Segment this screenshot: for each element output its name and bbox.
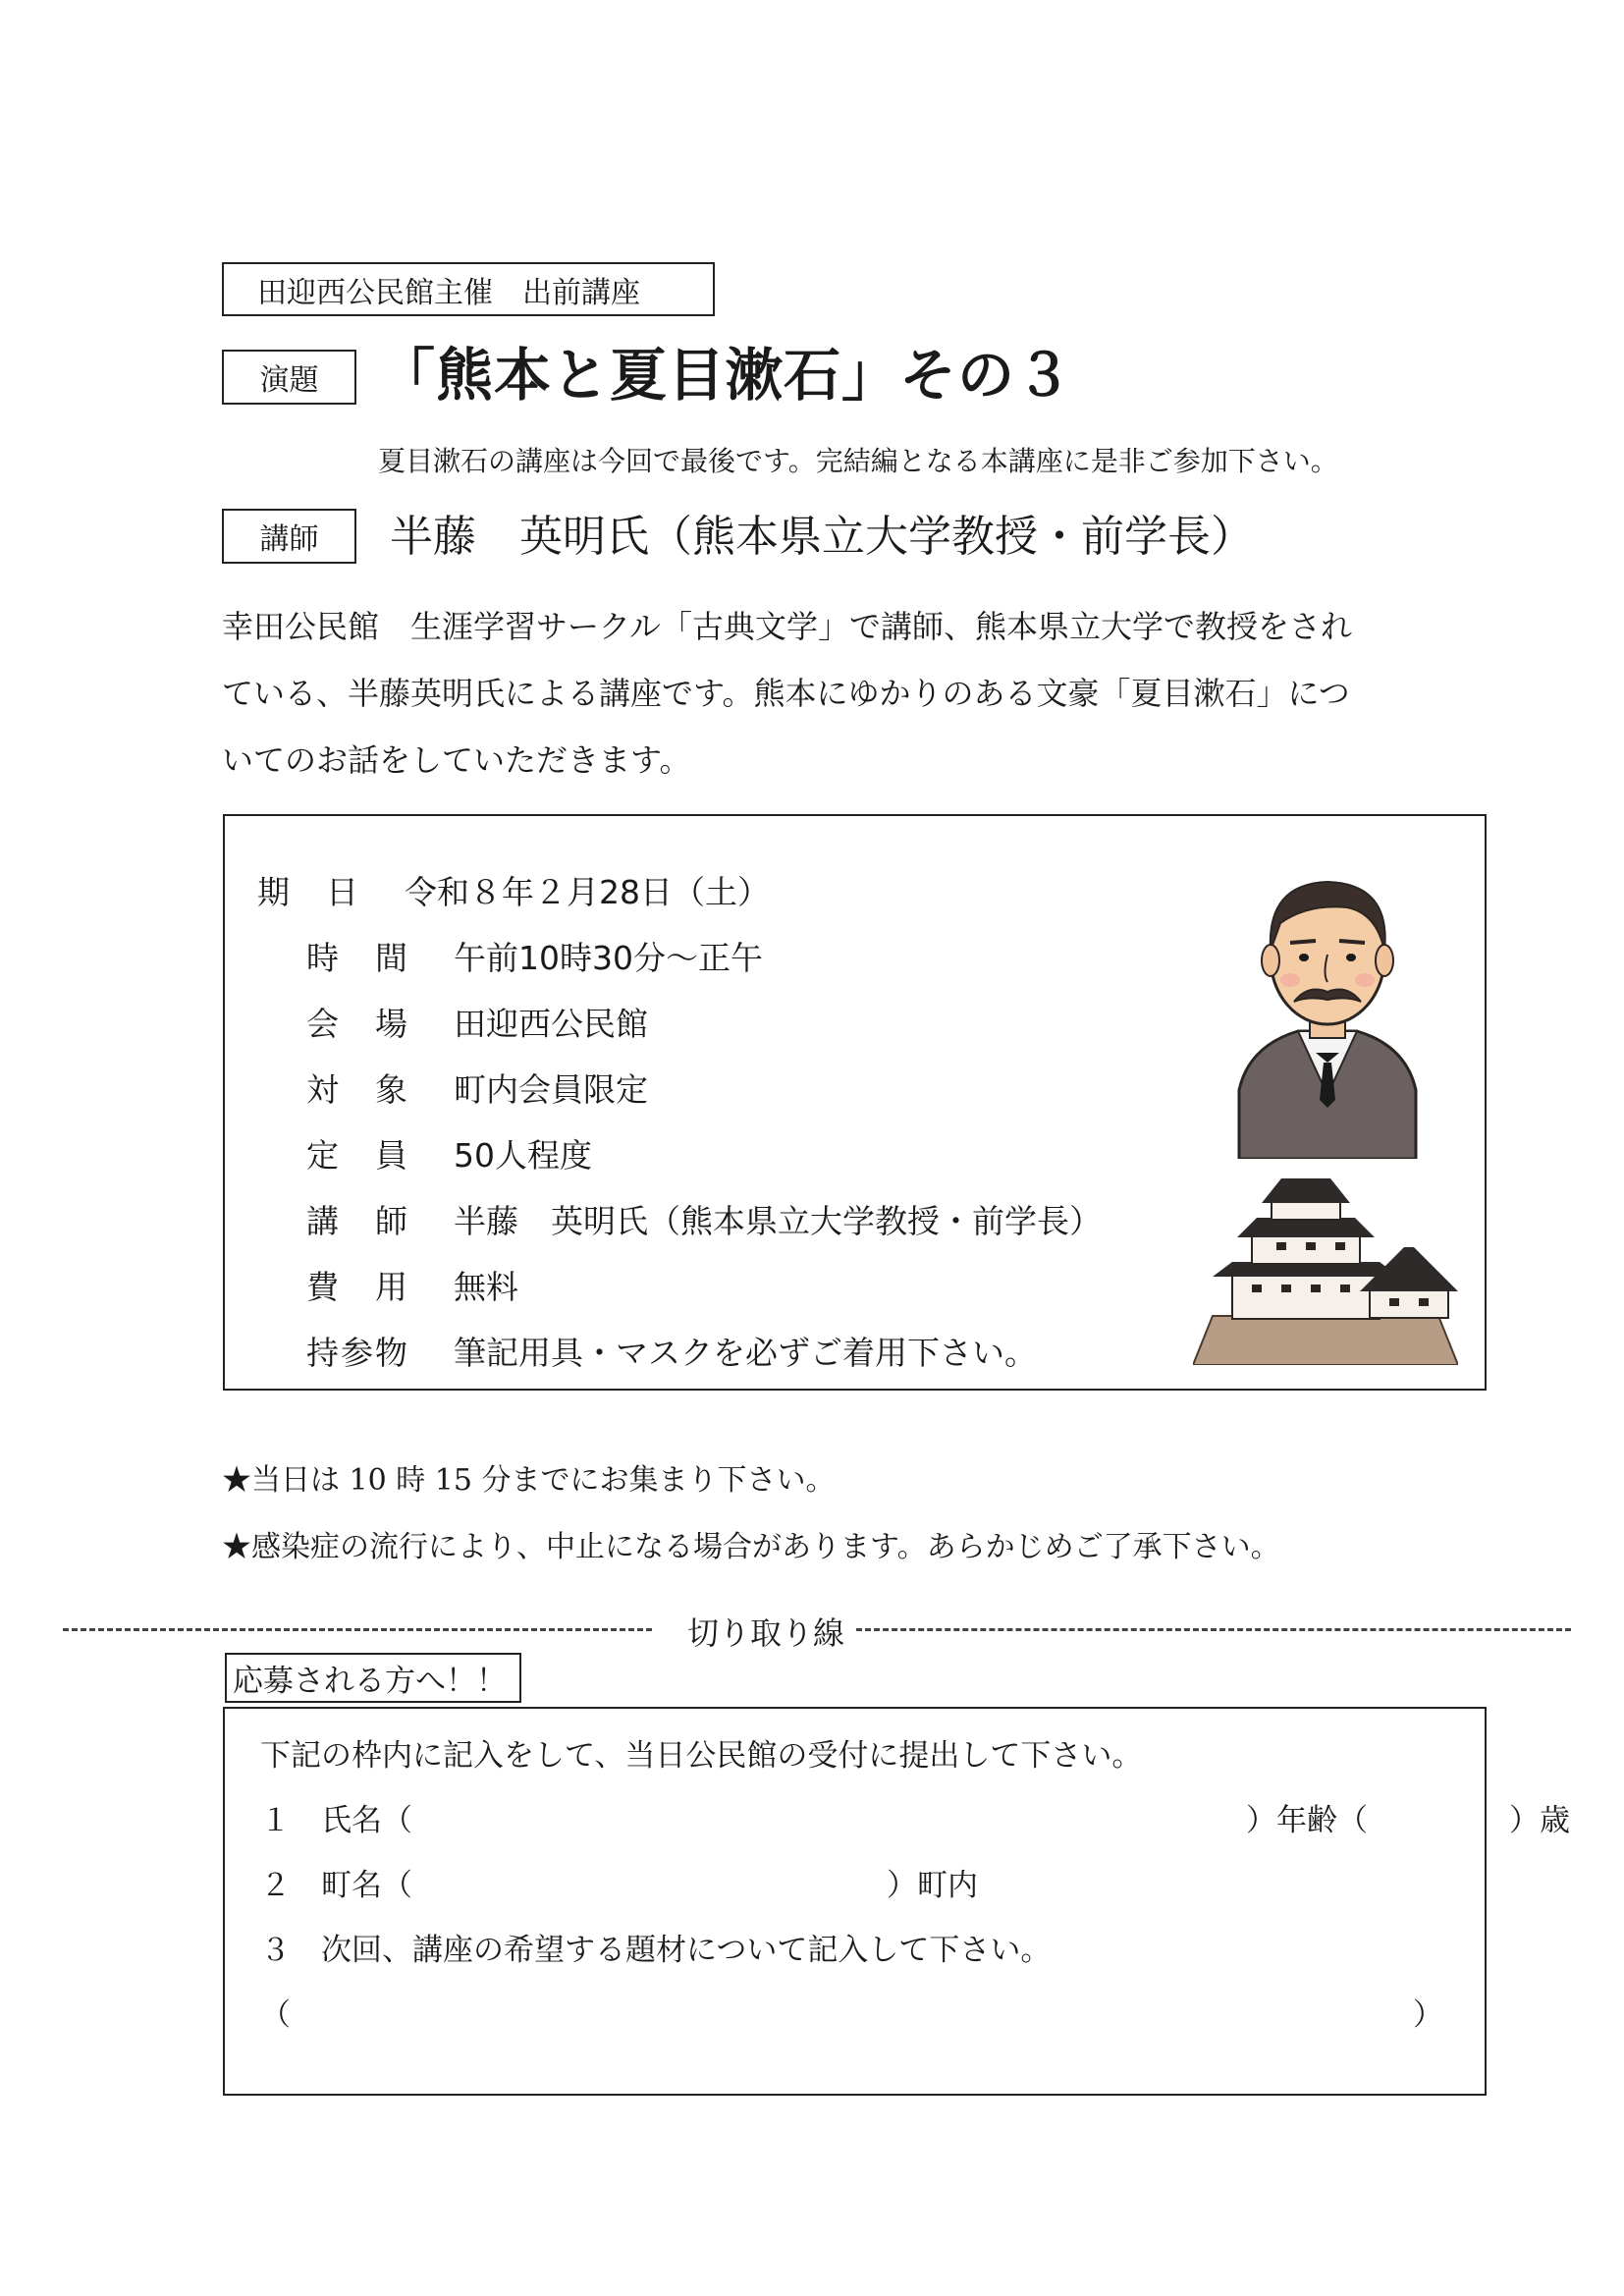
topic-paren-open: （ [260, 1997, 291, 2033]
cut-line-left [63, 1628, 652, 1631]
detail-key: 対 象 [306, 1070, 409, 1109]
age-field[interactable] [1383, 1801, 1501, 1832]
soseki-portrait-illustration [1229, 845, 1426, 1159]
title-label: 演題 [222, 350, 356, 405]
intro-text: 夏目漱石の講座は今回で最後です。完結編となる本講座に是非ご参加下さい。 [378, 445, 1338, 477]
note-cancellation: ★感染症の流行により、中止になる場合があります。あらかじめご了承下さい。 [222, 1530, 1280, 1564]
detail-value: 無料 [454, 1268, 518, 1306]
detail-value: 町内会員限定 [454, 1070, 648, 1109]
topic-field[interactable] [303, 1995, 1383, 2027]
detail-row-fee [306, 1262, 518, 1308]
description-line: ている、半藤英明氏による講座です。熊本にゆかりのある文豪「夏目漱石」につ [222, 675, 1350, 712]
detail-key: 時 間 [306, 939, 409, 977]
lecturer-label: 講師 [222, 509, 356, 564]
form-age-label: ）年齢（ [1246, 1803, 1368, 1838]
form-age-end: ）歳 [1509, 1803, 1570, 1838]
detail-value: 午前10時30分～正午 [454, 939, 763, 977]
description-line: 幸田公民館 生涯学習サークル「古典文学」で講師、熊本県立大学で教授をされ [222, 608, 1353, 645]
form-instruction: 下記の枠内に記入をして、当日公民館の受付に提出して下さい。 [260, 1738, 1143, 1774]
town-field[interactable] [618, 1866, 883, 1897]
application-form [223, 1707, 1570, 2096]
name-field[interactable] [618, 1801, 1246, 1832]
form-town-label: ２ 町名（ [260, 1868, 412, 1903]
detail-row-capacity [306, 1130, 592, 1176]
detail-value: 半藤 英明氏（熊本県立大学教授・前学長） [454, 1202, 1102, 1240]
description-line: いてのお話をしていただきます。 [222, 741, 691, 779]
detail-key: 定 員 [306, 1136, 409, 1175]
detail-value: 筆記用具・マスクを必ずご着用下さい。 [454, 1334, 1037, 1372]
detail-key: 費 用 [306, 1268, 409, 1306]
detail-value: 田迎西公民館 [454, 1005, 648, 1043]
detail-row-lecturer [306, 1196, 1102, 1242]
organizer-label: 田迎西公民館主催 出前講座 [222, 262, 715, 316]
cut-line-label: 切り取り線 [687, 1614, 845, 1652]
application-heading: 応募される方へ！！ [225, 1653, 521, 1703]
detail-key: 持参物 [306, 1334, 409, 1372]
talk-title: 「熊本と夏目漱石」その３ [378, 342, 1074, 409]
detail-row-target [306, 1065, 648, 1111]
detail-row-date [257, 867, 770, 913]
kumamoto-castle-illustration [1193, 1169, 1458, 1365]
detail-row-venue [306, 999, 648, 1045]
detail-row-time [306, 933, 763, 979]
description [222, 593, 1400, 793]
detail-key: 会 場 [306, 1005, 409, 1043]
form-name-label: １ 氏名（ [260, 1803, 412, 1838]
note-arrival: ★当日は 10 時 15 分までにお集まり下さい。 [222, 1463, 836, 1498]
topic-paren-close: ） [1413, 1997, 1443, 2033]
form-town-end: ）町内 [887, 1868, 978, 1903]
detail-key: 期 日 [257, 873, 360, 911]
cut-line-right [856, 1628, 1571, 1631]
detail-value: 令和８年２月28日（土） [405, 873, 770, 911]
lecturer-heading: 半藤 英明氏（熊本県立大学教授・前学長） [390, 512, 1254, 562]
detail-key: 講 師 [306, 1202, 409, 1240]
detail-value: 50人程度 [454, 1136, 592, 1175]
detail-row-items [306, 1328, 1037, 1374]
form-topic-label: ３ 次回、講座の希望する題材について記入して下さい。 [260, 1933, 1052, 1968]
